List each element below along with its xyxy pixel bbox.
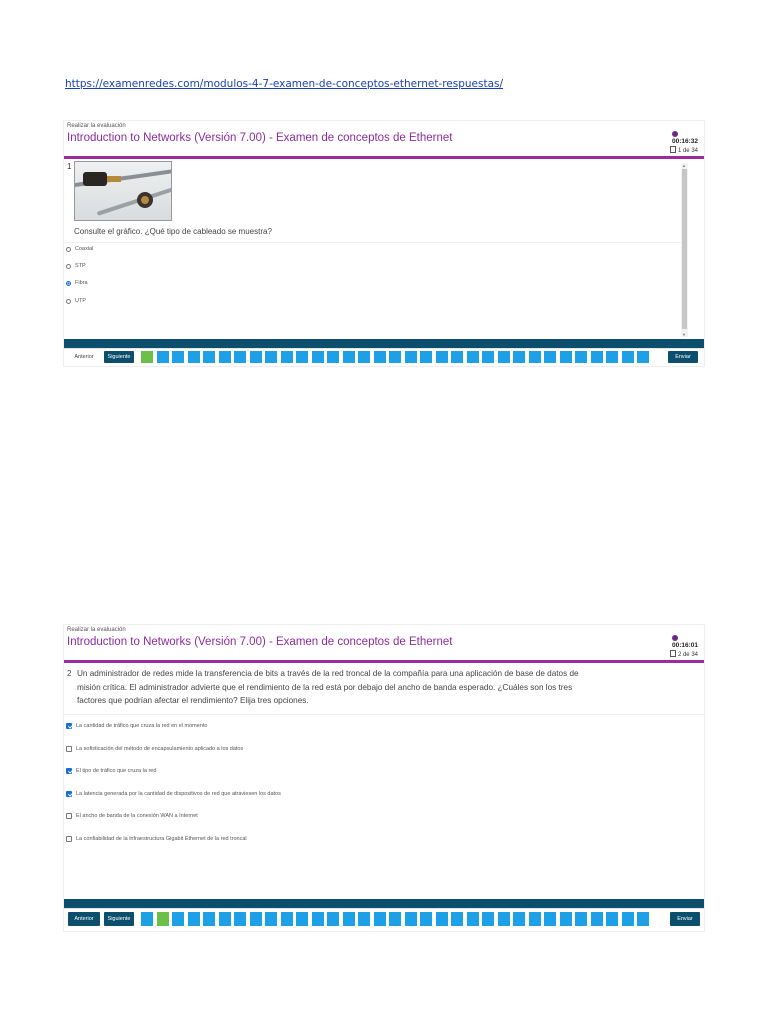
question-square[interactable] <box>157 351 169 363</box>
question-square[interactable] <box>188 912 200 926</box>
option-2[interactable] <box>66 746 243 752</box>
question-square[interactable] <box>343 912 355 926</box>
divider <box>64 714 704 715</box>
question-square[interactable] <box>575 912 587 926</box>
question-square[interactable] <box>606 912 618 926</box>
timer: 00:16:32 <box>671 138 698 145</box>
next-button[interactable]: Siguiente <box>104 912 134 926</box>
help-icon[interactable] <box>672 635 678 641</box>
quiz-header <box>64 121 704 159</box>
timer-box <box>658 635 698 658</box>
nav-band <box>64 899 704 908</box>
option-label: El ancho de banda de la conexión WAN a Internet <box>76 813 198 819</box>
question-square[interactable] <box>219 912 231 926</box>
option-4[interactable] <box>66 791 281 797</box>
scroll-down-icon[interactable]: ▼ <box>682 332 686 337</box>
question-square[interactable] <box>637 351 649 363</box>
question-counter <box>658 146 698 154</box>
question-square[interactable] <box>436 912 448 926</box>
question-navigation <box>64 348 704 366</box>
scroll-up-icon[interactable]: ▲ <box>682 163 686 168</box>
question-counter-text: 2 de 34 <box>677 652 698 658</box>
divider <box>64 242 684 243</box>
question-square[interactable] <box>358 351 370 363</box>
question-square[interactable] <box>281 912 293 926</box>
question-square[interactable] <box>234 351 246 363</box>
question-square[interactable] <box>405 351 417 363</box>
question-square[interactable] <box>389 912 401 926</box>
question-square[interactable] <box>203 912 215 926</box>
question-square[interactable] <box>591 351 603 363</box>
help-icon[interactable] <box>672 131 678 137</box>
submit-button[interactable]: Enviar <box>670 912 700 926</box>
option-utp[interactable] <box>66 298 86 304</box>
question-square[interactable] <box>560 912 572 926</box>
radio-button[interactable] <box>66 264 71 269</box>
question-square[interactable] <box>172 912 184 926</box>
option-label: La latencia generada por la cantidad de dispositivos de red que atraviesen los datos <box>76 791 281 797</box>
timer-box <box>658 131 698 154</box>
question-square[interactable] <box>281 351 293 363</box>
checkbox-checked[interactable] <box>66 768 72 774</box>
option-5[interactable] <box>66 813 198 819</box>
question-square[interactable] <box>529 351 541 363</box>
question-navigation <box>64 908 704 930</box>
option-label: El tipo de tráfico que cruza la red <box>76 768 157 774</box>
submit-button[interactable]: Enviar <box>668 351 698 363</box>
question-square[interactable] <box>296 351 308 363</box>
question-square[interactable] <box>513 351 525 363</box>
previous-button[interactable]: Anterior <box>74 354 94 360</box>
question-square-current[interactable] <box>141 351 153 363</box>
option-label: STP <box>75 263 86 269</box>
prompt-line: Un administrador de redes mide la transferencia de bits a través de la red troncal de la compañía para una aplicación de base de datos de <box>77 669 579 678</box>
radio-button[interactable] <box>66 247 71 252</box>
question-number: 2 <box>67 669 72 678</box>
option-stp[interactable] <box>66 263 86 269</box>
question-square[interactable] <box>250 912 262 926</box>
question-square[interactable] <box>529 912 541 926</box>
question-square[interactable] <box>591 912 603 926</box>
question-square[interactable] <box>544 351 556 363</box>
option-label: La sofisticación del método de encapsulamiento aplicado a los datos <box>76 746 244 752</box>
question-square[interactable] <box>544 912 556 926</box>
question-square[interactable] <box>560 351 572 363</box>
option-label: La cantidad de tráfico que cruza la red en el momento <box>76 723 208 729</box>
question-square[interactable] <box>575 351 587 363</box>
previous-button[interactable]: Anterior <box>68 912 100 926</box>
question-square[interactable] <box>482 912 494 926</box>
scrollbar[interactable] <box>681 163 688 337</box>
checkbox[interactable] <box>66 836 72 842</box>
quiz-header <box>64 625 704 663</box>
timer: 00:16:01 <box>671 642 698 649</box>
checkbox-checked[interactable] <box>66 723 72 729</box>
question-square[interactable] <box>343 351 355 363</box>
question-square[interactable] <box>219 351 231 363</box>
question-square[interactable] <box>405 912 417 926</box>
question-square[interactable] <box>467 351 479 363</box>
question-square[interactable] <box>637 912 649 926</box>
option-label: La confiabilidad de la infraestructura Gigabit Ethernet de la red troncal <box>76 836 247 842</box>
option-label: Coaxial <box>75 246 94 252</box>
question-square[interactable] <box>467 912 479 926</box>
option-fibra[interactable] <box>66 280 88 286</box>
checkbox[interactable] <box>66 746 72 752</box>
question-square[interactable] <box>622 351 634 363</box>
question-square[interactable] <box>482 351 494 363</box>
question-body <box>64 663 704 899</box>
question-square[interactable] <box>141 912 153 926</box>
question-square[interactable] <box>451 912 463 926</box>
question-squares <box>141 912 653 926</box>
quiz-screenshot-2 <box>64 625 704 931</box>
question-square[interactable] <box>451 351 463 363</box>
question-square[interactable] <box>172 351 184 363</box>
document-icon <box>670 650 676 657</box>
question-square[interactable] <box>436 351 448 363</box>
breadcrumb[interactable]: Realizar la evaluación <box>67 123 126 129</box>
scrollbar-thumb[interactable] <box>682 169 687 329</box>
question-counter-text: 1 de 34 <box>677 148 698 154</box>
next-button[interactable]: Siguiente <box>104 351 134 363</box>
question-squares <box>141 351 653 363</box>
question-square[interactable] <box>498 351 510 363</box>
page-title: Introduction to Networks (Versión 7.00) - Examen de conceptos de Ethernet <box>67 132 453 144</box>
question-square[interactable] <box>296 912 308 926</box>
page-title: Introduction to Networks (Versión 7.00) - Examen de conceptos de Ethernet <box>67 636 453 648</box>
question-number: 1 <box>67 162 72 171</box>
question-square[interactable] <box>358 912 370 926</box>
option-coaxial[interactable] <box>66 246 93 252</box>
question-square[interactable] <box>420 912 432 926</box>
question-square[interactable] <box>327 351 339 363</box>
prompt-line: misión crítica. El administrador advierte que el rendimiento de la red está por debajo del ancho de banda esperado. ¿Cuáles son los tres <box>77 682 573 692</box>
question-square[interactable] <box>606 351 618 363</box>
question-square[interactable] <box>513 912 525 926</box>
option-label: Fibra <box>75 280 88 286</box>
question-square[interactable] <box>420 351 432 363</box>
question-square[interactable] <box>265 912 277 926</box>
nav-band <box>64 339 704 348</box>
option-6[interactable] <box>66 836 247 842</box>
question-square[interactable] <box>622 912 634 926</box>
source-link[interactable]: https://examenredes.com/modulos-4-7-examen-de-conceptos-ethernet-respuestas/ <box>65 78 504 90</box>
question-square[interactable] <box>312 912 324 926</box>
option-label: UTP <box>75 298 86 304</box>
document-icon <box>670 146 676 153</box>
question-square[interactable] <box>389 351 401 363</box>
question-square[interactable] <box>188 351 200 363</box>
question-square[interactable] <box>250 351 262 363</box>
quiz-screenshot-1 <box>64 121 704 366</box>
question-prompt: Consulte el gráfico. ¿Qué tipo de cableado se muestra? <box>74 227 272 236</box>
question-square[interactable] <box>203 351 215 363</box>
fiber-cable-image <box>74 161 172 221</box>
radio-button-selected[interactable] <box>66 281 71 286</box>
question-square[interactable] <box>265 351 277 363</box>
question-square[interactable] <box>374 351 386 363</box>
breadcrumb[interactable]: Realizar la evaluación <box>67 627 126 633</box>
question-prompt <box>67 667 647 708</box>
radio-button[interactable] <box>66 299 71 304</box>
prompt-line: factores que podrían afectar el rendimiento? Elija tres opciones. <box>77 696 309 705</box>
question-square[interactable] <box>312 351 324 363</box>
question-square[interactable] <box>327 912 339 926</box>
question-square-current[interactable] <box>157 912 169 926</box>
checkbox-checked[interactable] <box>66 791 72 797</box>
question-square[interactable] <box>498 912 510 926</box>
question-body <box>64 159 704 339</box>
option-3[interactable] <box>66 768 156 774</box>
question-square[interactable] <box>374 912 386 926</box>
checkbox[interactable] <box>66 813 72 819</box>
question-counter <box>658 650 698 658</box>
option-1[interactable] <box>66 723 207 729</box>
question-square[interactable] <box>234 912 246 926</box>
